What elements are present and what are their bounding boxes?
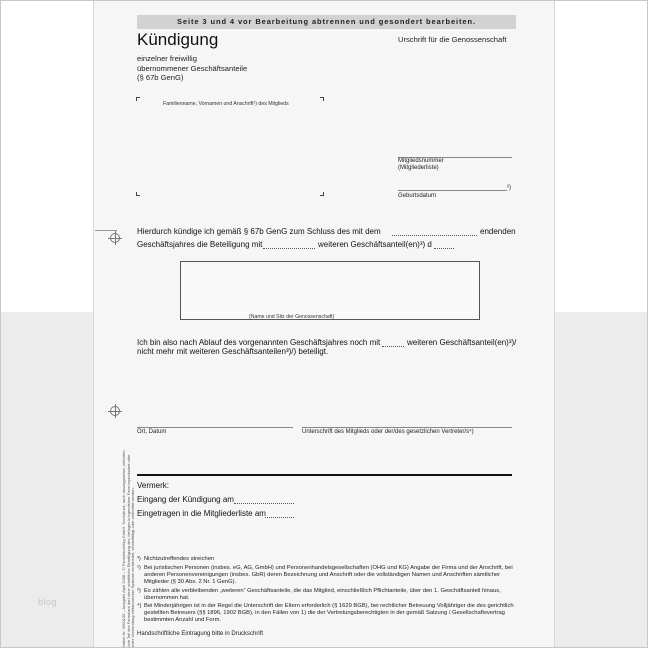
member-list-label: (Mitgliederliste) [398, 165, 439, 171]
footnote-text: Es zählen alle verbleibenden „weiteren“ Geschäftsanteile, die das Mitglied, einschließlich Pflichtanteile, über den 1. Geschäftsanteil hinaus, übernommen hat. [144, 588, 501, 601]
footnote-text: Bei Minderjährigen ist in der Regel die Unterschrift der Eltern erforderlich (§ 1629 BGB), bei rechtlicher Betreuung Volljähriger die des gerichtlich gestellten Betreuers (§§ 1896, 1902 BGB), in den Fällen von 1) die der Vertretungsberechtigten in der gemäß Satzung / Gesellschaftsvertrag bestimmten Anzahl und Form. [144, 603, 514, 623]
declaration-line-1: Hierdurch kündige ich gemäß § 67b GenG zum Schluss des mit dem [137, 227, 381, 236]
footnote-text: Bei juristischen Personen (insbes. eG, AG, GmbH) und Personenhandelsgesellschaften (OHG und KG) Angabe der Firma und der Anschrift, bei anderen Personenvereinigungen (insbes. GbR) deren Bezeichnung und Anschrift oder die vollständigen Namen und Anschriften sämtlicher Mitglieder (§ 30 Abs. 2 Nr. 1 GenG). [144, 565, 513, 585]
declaration-line-2: Geschäftsjahres die Beteiligung mit [137, 240, 263, 249]
declaration-line-4: nicht mehr mit weiteren Geschäftsanteilen³)/) beteiligt. [137, 347, 329, 356]
cooperative-name-label: (Name und Sitz der Genossenschaft) [249, 314, 335, 320]
subtitle-line: (§ 67b GenG) [137, 73, 184, 83]
footnote-mark: ⁴) [137, 603, 142, 609]
footnote-text: Nichtzutreffendes streichen [144, 556, 215, 562]
copy-label: Urschrift für die Genossenschaft [398, 35, 507, 44]
detach-notice: Seite 3 und 4 vor Bearbeitung abtrennen und gesondert bearbeiten. [137, 15, 516, 29]
member-number-label: Mitgliedsnummer [398, 158, 444, 164]
legal-side-note: Artikel-Nr. 3600100 – Ausgabe April 2008 – © Formularverlag GmbH. Nachdruck, auch auszugsweise, verboten. Kein Teil des Formulars darf ohne schriftliche Einwilligung des Verlages in irgendeiner Form reproduziert oder unter Verwendung elektronischer Systeme verarbeitet, vervielfältigt oder verbreitet werden. [121, 449, 136, 648]
handwriting-note: Handschriftliche Eintragung bitte in Druckschrift [137, 631, 264, 637]
watermark: blog [38, 597, 58, 607]
address-label: Familienname, Vornamen und Anschrift¹) des Mitglieds [163, 101, 289, 107]
birthdate-label: Geburtsdatum [398, 193, 437, 199]
entered-label: Eingetragen in die Mitgliederliste am [137, 509, 266, 518]
vermerk-title: Vermerk: [137, 481, 170, 490]
form-title: Kündigung [137, 30, 219, 49]
footnote-mark: ²) [137, 588, 141, 594]
declaration-line-3-end: weiteren Geschäftsanteil(en)³)/ [407, 338, 517, 347]
subtitle-line: übernommener Geschäftsanteile [137, 63, 248, 73]
received-label: Eingang der Kündigung am [137, 495, 234, 504]
declaration-line-3: Ich bin also nach Ablauf des vorgenannten Geschäftsjahres noch mit [137, 338, 381, 347]
declaration-line-2-end: weiteren Geschäftsanteil(en)³) d [318, 240, 432, 249]
footnote-mark: ³) [137, 556, 141, 562]
footnote-mark: ¹) [137, 565, 141, 571]
signature-label: Unterschrift des Mitglieds oder der/des gesetzlichen Vertreter/s⁴) [302, 429, 474, 435]
birthdate-mark: ²) [507, 185, 511, 191]
place-date-label: Ort, Datum [137, 429, 167, 435]
declaration-line-1-end: endenden [480, 227, 516, 236]
subtitle-line: einzelner freiwillig [137, 54, 197, 63]
